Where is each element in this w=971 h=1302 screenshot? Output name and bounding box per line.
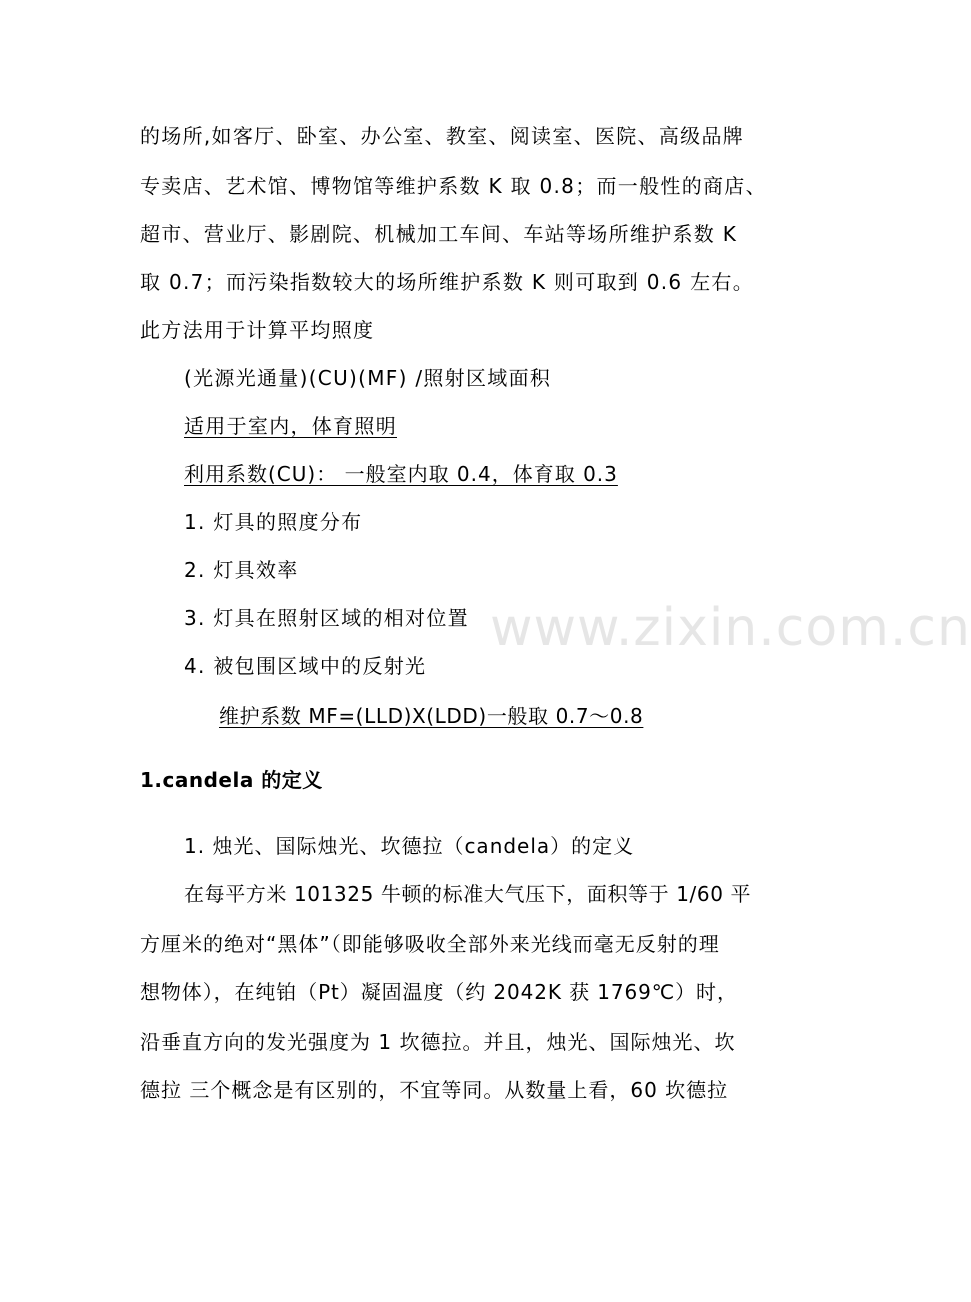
list-item: 4. 被包围区域中的反射光 [184,654,427,678]
paragraph-line: 在每平方米 101325 牛顿的标准大气压下，面积等于 1/60 平 [184,882,752,906]
utilization-coefficient-note: 利用系数(CU)： 一般室内取 0.4，体育取 0.3 [184,462,618,486]
paragraph-line: 方厘米的绝对“黑体”（即能够吸收全部外来光线而毫无反射的理 [140,932,720,956]
applicability-note: 适用于室内，体育照明 [184,414,397,438]
list-item: 2. 灯具效率 [184,558,299,582]
subsection-title: 1. 烛光、国际烛光、坎德拉（candela）的定义 [184,834,635,858]
paragraph-line: 德拉 三个概念是有区别的，不宜等同。从数量上看，60 坎德拉 [140,1078,729,1102]
paragraph-line: 取 0.7；而污染指数较大的场所维护系数 K 则可取到 0.6 左右。 [140,270,755,294]
paragraph-line: 专卖店、艺术馆、博物馆等维护系数 K 取 0.8；而一般性的商店、 [140,174,767,198]
formula-line: (光源光通量)(CU)(MF) /照射区域面积 [184,366,552,390]
list-item: 3. 灯具在照射区域的相对位置 [184,606,469,630]
paragraph-line: 此方法用于计算平均照度 [140,318,375,342]
paragraph-line: 想物体），在纯铂（Pt）凝固温度（约 2042K 获 1769℃）时， [140,980,738,1004]
paragraph-line: 的场所,如客厅、卧室、办公室、教室、阅读室、医院、高级品牌 [140,124,745,148]
watermark [490,598,971,658]
paragraph-line: 超市、营业厅、影剧院、机械加工车间、车站等场所维护系数 K [140,222,738,246]
paragraph-line: 沿垂直方向的发光强度为 1 坎德拉。并且，烛光、国际烛光、坎 [140,1030,736,1054]
section-heading: 1.candela 的定义 [140,768,323,792]
watermark-text: www.zixin.com.cn [490,598,971,658]
maintenance-factor-note: 维护系数 MF=(LLD)X(LDD)一般取 0.7～0.8 [219,704,644,728]
list-item: 1. 灯具的照度分布 [184,510,363,534]
